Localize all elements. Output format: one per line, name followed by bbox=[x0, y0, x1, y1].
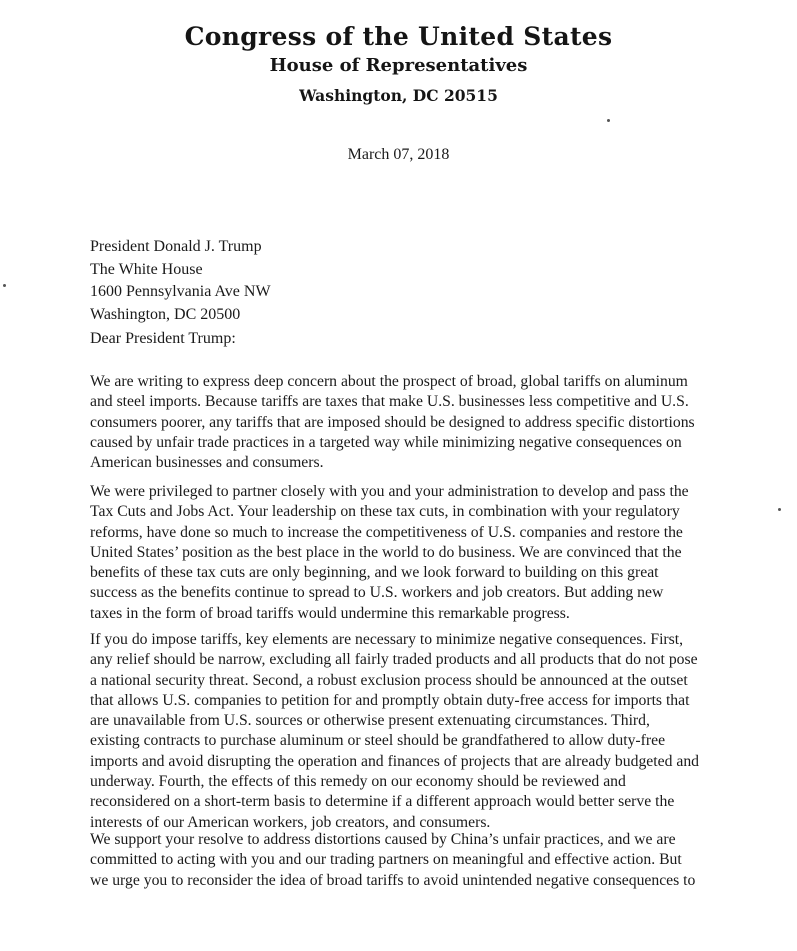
recipient-line: The White House bbox=[90, 260, 203, 278]
paragraph-line: are unavailable from U.S. sources or otherwise present extenuating circumstances. Third, bbox=[90, 712, 650, 730]
paragraph-line: we urge you to reconsider the idea of broad tariffs to avoid unintended negative consequences to bbox=[90, 871, 696, 889]
paragraph-line: any relief should be narrow, excluding all fairly traded products and all products that do not pose bbox=[90, 651, 698, 669]
paragraph-line: benefits of these tax cuts are only beginning, and we look forward to building on this great bbox=[90, 564, 659, 582]
paragraph-line: caused by unfair trade practices in a targeted way while minimizing negative consequences on bbox=[90, 433, 682, 451]
paragraph-line: United States’ position as the best place in the world to do business. We are convinced that the bbox=[90, 543, 682, 561]
scan-speck bbox=[607, 119, 610, 122]
paragraph-line: committed to acting with you and our trading partners on meaningful and effective action. But bbox=[90, 851, 682, 869]
paragraph-line: American businesses and consumers. bbox=[90, 454, 324, 472]
recipient-line: President Donald J. Trump bbox=[90, 238, 262, 255]
paragraph-line: If you do impose tariffs, key elements are necessary to minimize negative consequences. First, bbox=[90, 631, 684, 648]
paragraph-key-elements bbox=[90, 630, 730, 833]
recipient-line: 1600 Pennsylvania Ave NW bbox=[90, 283, 271, 300]
paragraph-line: existing contracts to purchase aluminum or steel should be grandfathered to allow duty-free bbox=[90, 732, 666, 750]
paragraph-line: reforms, have done so much to increase the competitiveness of U.S. companies and restore the bbox=[90, 523, 683, 541]
paragraph-tariff-concern bbox=[90, 372, 730, 473]
paragraph-line: consumers poorer, any tariffs that are imposed should be designed to address specific distortions bbox=[90, 413, 695, 431]
paragraph-line: reconsidered on a short-term basis to determine if a different approach would better serve the bbox=[90, 793, 675, 811]
paragraph-line: Tax Cuts and Jobs Act. Your leadership on these tax cuts, in combination with your regulatory bbox=[90, 503, 680, 521]
paragraph-line: interests of our American workers, job creators, and consumers. bbox=[90, 813, 491, 831]
paragraph-line: underway. Fourth, the effects of this remedy on our economy should be reviewed and bbox=[90, 773, 626, 791]
paragraph-line: success as the benefits continue to spread to U.S. workers and job creators. But adding new bbox=[90, 584, 664, 602]
paragraph-line: We were privileged to partner closely with you and your administration to develop and pass the bbox=[90, 483, 689, 500]
recipient-address bbox=[90, 236, 271, 326]
scan-speck bbox=[3, 284, 6, 287]
paragraph-line: a national security threat. Second, a robust exclusion process should be announced at the outset bbox=[90, 671, 688, 689]
recipient-line: Washington, DC 20500 bbox=[90, 305, 241, 323]
paragraph-line: taxes in the form of broad tariffs would undermine this remarkable progress. bbox=[90, 604, 570, 622]
letterhead-house: House of Representatives bbox=[269, 55, 528, 76]
letter-date: March 07, 2018 bbox=[347, 146, 450, 163]
scan-speck bbox=[778, 508, 781, 511]
letterhead-congress: Congress of the United States bbox=[184, 22, 613, 51]
paragraph-line: and steel imports. Because tariffs are taxes that make U.S. businesses less competitive and U.S. bbox=[90, 393, 689, 411]
paragraph-line: that allows U.S. companies to petition for and promptly obtain duty-free access for imports that bbox=[90, 691, 690, 709]
paragraph-line: We are writing to express deep concern about the prospect of broad, global tariffs on aluminum bbox=[90, 373, 688, 390]
paragraph-line: We support your resolve to address distortions caused by China’s unfair practices, and we are bbox=[90, 831, 676, 848]
salutation: Dear President Trump: bbox=[90, 330, 236, 347]
paragraph-line: imports and avoid disrupting the operation and finances of projects that are already budgeted and bbox=[90, 752, 700, 770]
paragraph-tax-cuts bbox=[90, 482, 730, 624]
paragraph-china-practices bbox=[90, 830, 730, 891]
letterhead-address: Washington, DC 20515 bbox=[299, 86, 498, 105]
